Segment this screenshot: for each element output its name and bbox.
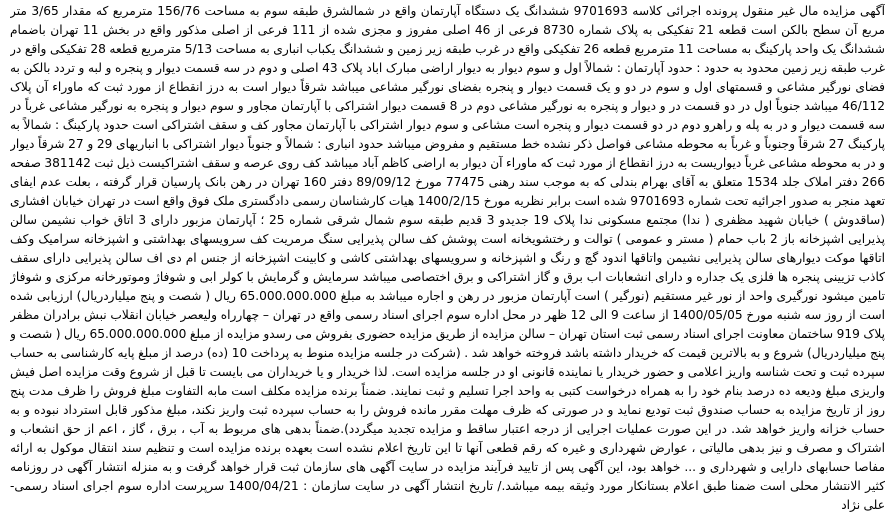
auction-notice-text: آگهی مزایده مال غیر منقول پرونده اجرائی کلاسه 9701693 ششدانگ یک دستگاه آپارتمان واقع در شمالشرق طبقه سوم به مساحت 156/76 مترمربع که مقدار 3/65 متر مربع آن سطح بالکن است قطعه 21 تفکیکی به پلاک شماره 8730 فرعی از 46 اصلی مفروز و مجزی شده از 111 فرعی از اصلی مذکور واقع در بخش 11 تهران باضمام ششدانگ یک واحد پارکینگ به مساحت 11 مترمربع قطعه 26 تفکیکی واقع در غرب طبقه زیر زمین و ششدانگ یکباب انباری به مساحت 5/13 مترمربع قطعه 28 تفکیکی واقع در غرب طبقه زیر زمین محدود به حدود : حدود آپارتمان : شمالاً اول و سوم دیوار به دیوار اراضی مبارک اباد پلاک 43 اصلی و دوم در سه قسمت دیوار و پنجره و لبه و تردد بالکن به فضای نورگیر مشاعی و قسمتهای اول و سوم در دو و یک قسمت دیوار و پنجره بفضای نورگیر مشاعی میباشد شرقاً دیوار است به درز انقطاع از مورد ثبت که ماوراء آن پلاک 46/112 میباشد جنوباً اول در دو قسمت در و دیوار و پنجره به نورگیر مشاعی دوم در 8 قسمت دیوار اشتراکی با آپارتمان مجاور و سوم دیوار و پنجره به نورگیر مشاعی غرباً در سه قسمت دیوار و در به پله و راهرو دوم در دو قسمت دیوار و پنجره است مشاعی و سوم دیوار اشتراکی با آپارتمان مجاور کف و سقف اشتراکی است حدود پارکینگ : شمالاً به پارکینگ 27 شرقاً وجنوباً و غرباً به محوطه مشاعی فواصل ذکر نشده خط مستقیم و مفروض میباشد حدود انباری : شمالاً و جنوباً دیوار اشتراکی با انباریهای 29 و 27 شرقاً دیوار و در به محوطه مشاعی غرباً دیواریست به درز انقطاع از مورد ثبت که ماوراء آن دیوار به اراضی کاظم آباد میباشد کف روی عرصه و سقف اشتراکیست ذیل ثبت 381142 صفحه 266 دفتر املاک جلد 1534 متعلق به آقای بهرام بندلی که به موجب سند رهنی 77475 مورخ 89/09/12 دفتر 160 تهران در رهن بانک پارسیان قرار گرفته ، بعلت عدم ایفای تعهد منجر به صدور اجرائیه تحت شماره 9701693 شده است برابر نظریه مورخ 1400/2/15 هیات کارشناسان رسمی دادگستری ملک فوق واقع است در تهران خیابان افشاری (ساقدوش ) خیابان شهید مظفری ( ندا) مجتمع مسکونی ندا پلاک 19 جدیدو 3 قدیم طبقه سوم شمال شرقی شماره 25 ؛ آپارتمان مزبور دارای 3 اتاق خواب نشیمن سالن پذیرایی اشپزخانه باز 2 باب حمام ( مستر و عمومی ) توالت و رختشویخانه است پوشش کف سالن پذیرایی سنگ مرمریت کف سرویسهای بهداشتی و اشپزخانه سرامیک وکف اتاقها موکت دیوارهای سالن پذیرایی نشیمن واتاقها اندود گچ و رنگ و اشپزخانه و سرویسهای بهداشتی کاشی و کابینت اشپزخانه از جنس ام دی اف سالن پذیرایی دارای سقف کاذب تزیینی پنجره ها فلزی یک جداره و دارای انشعابات اب برق و گاز اشتراکی و برق اختصاصی میباشد سرمایش و گرمایش با کولر ابی و شوفاژ وموتورخانه مرکزی و شوفاژ تامین میشود نورگیری واحد از نور غیر مستقیم (نورگیر ) است آپارتمان مزبور در رهن و اجاره میباشد به مبلغ 65.000.000.000 ریال ( شصت و پنج میلیاردریال) ارزیابی شده است از روز سه شنبه مورخ 1400/05/05 از ساعت 9 الی 12 ظهر در محل اداره سوم اجرای اسناد رسمی واقع در تهران – چهارراه ولیعصر خیابان انقلاب نبش برادران مظفر پلاک 919 ساختمان معاونت اجرای اسناد رسمی ثبت استان تهران – سالن مزایده از طریق مزایده حضوری بفروش می رسدو مزایده از مبلغ 65.000.000.000 ریال ( شصت و پنج میلیاردریال) شروع و به بالاترین قیمت که خریدار داشته باشد فروخته خواهد شد . (شرکت در جلسه مزایده منوط به پرداخت 10 (ده) درصد از مبلغ پایه کارشناسی به حساب سپرده ثبت و تحت شناسه واریز اعلامی و حضور خریدار یا نماینده قانونی او در جلسه مزایده است. لذا خریدار و یا خریداران می بایست تا قبل از شروع وقت مزایده اصل فیش واریزی مبلغ ودیعه ده درصد بنام خود را به همراه درخواست کتبی به واحد اجرا تسلیم و ثبت نمایند. ضمناً برنده مزایده مکلف است مابه التفاوت مبلغ فروش را ظرف مدت پنج روز از تاریخ مزایده به حساب صندوق ثبت تودیع نماید و در صورتی که ظرف مهلت مقرر مانده فروش را به حساب سپرده ثبت واریز نکند، مبلغ مذکور قابل استرداد نبوده و به حساب خزانه واریز خواهد شد. در این صورت عملیات اجرایی از درجه اعتبار ساقط و مزایده تجدید میگردد).ضمناً بدهی های مربوط به آب ، برق ، گاز ، اعم از حق انشعاب و اشتراک و مصرف و نیز بدهی مالیاتی ، عوارض شهرداری و غیره که رقم قطعی آنها تا این تاریخ اعلام نشده است بعهده برنده مزایده است و تنظیم سند انتقال موکول به ارائه مفاصا حسابهای دارایی و شهرداری و ... خواهد بود، این آگهی پس از تایید فرآیند مزایده در سایت آگهی های سازمان ثبت قرار خواهد گرفت و به منزله انتشار آگهی در روزنامه کثیر الانتشار محلی است ضمنا طبق اعلام بستانکار مورد وثیقه بیمه میباشد./ تاریخ انتشار آگهی در سایت سازمان : 1400/04/21 سرپرست اداره سوم اجرای اسناد رسمی- علی نژاد xyxy=(10,4,885,512)
